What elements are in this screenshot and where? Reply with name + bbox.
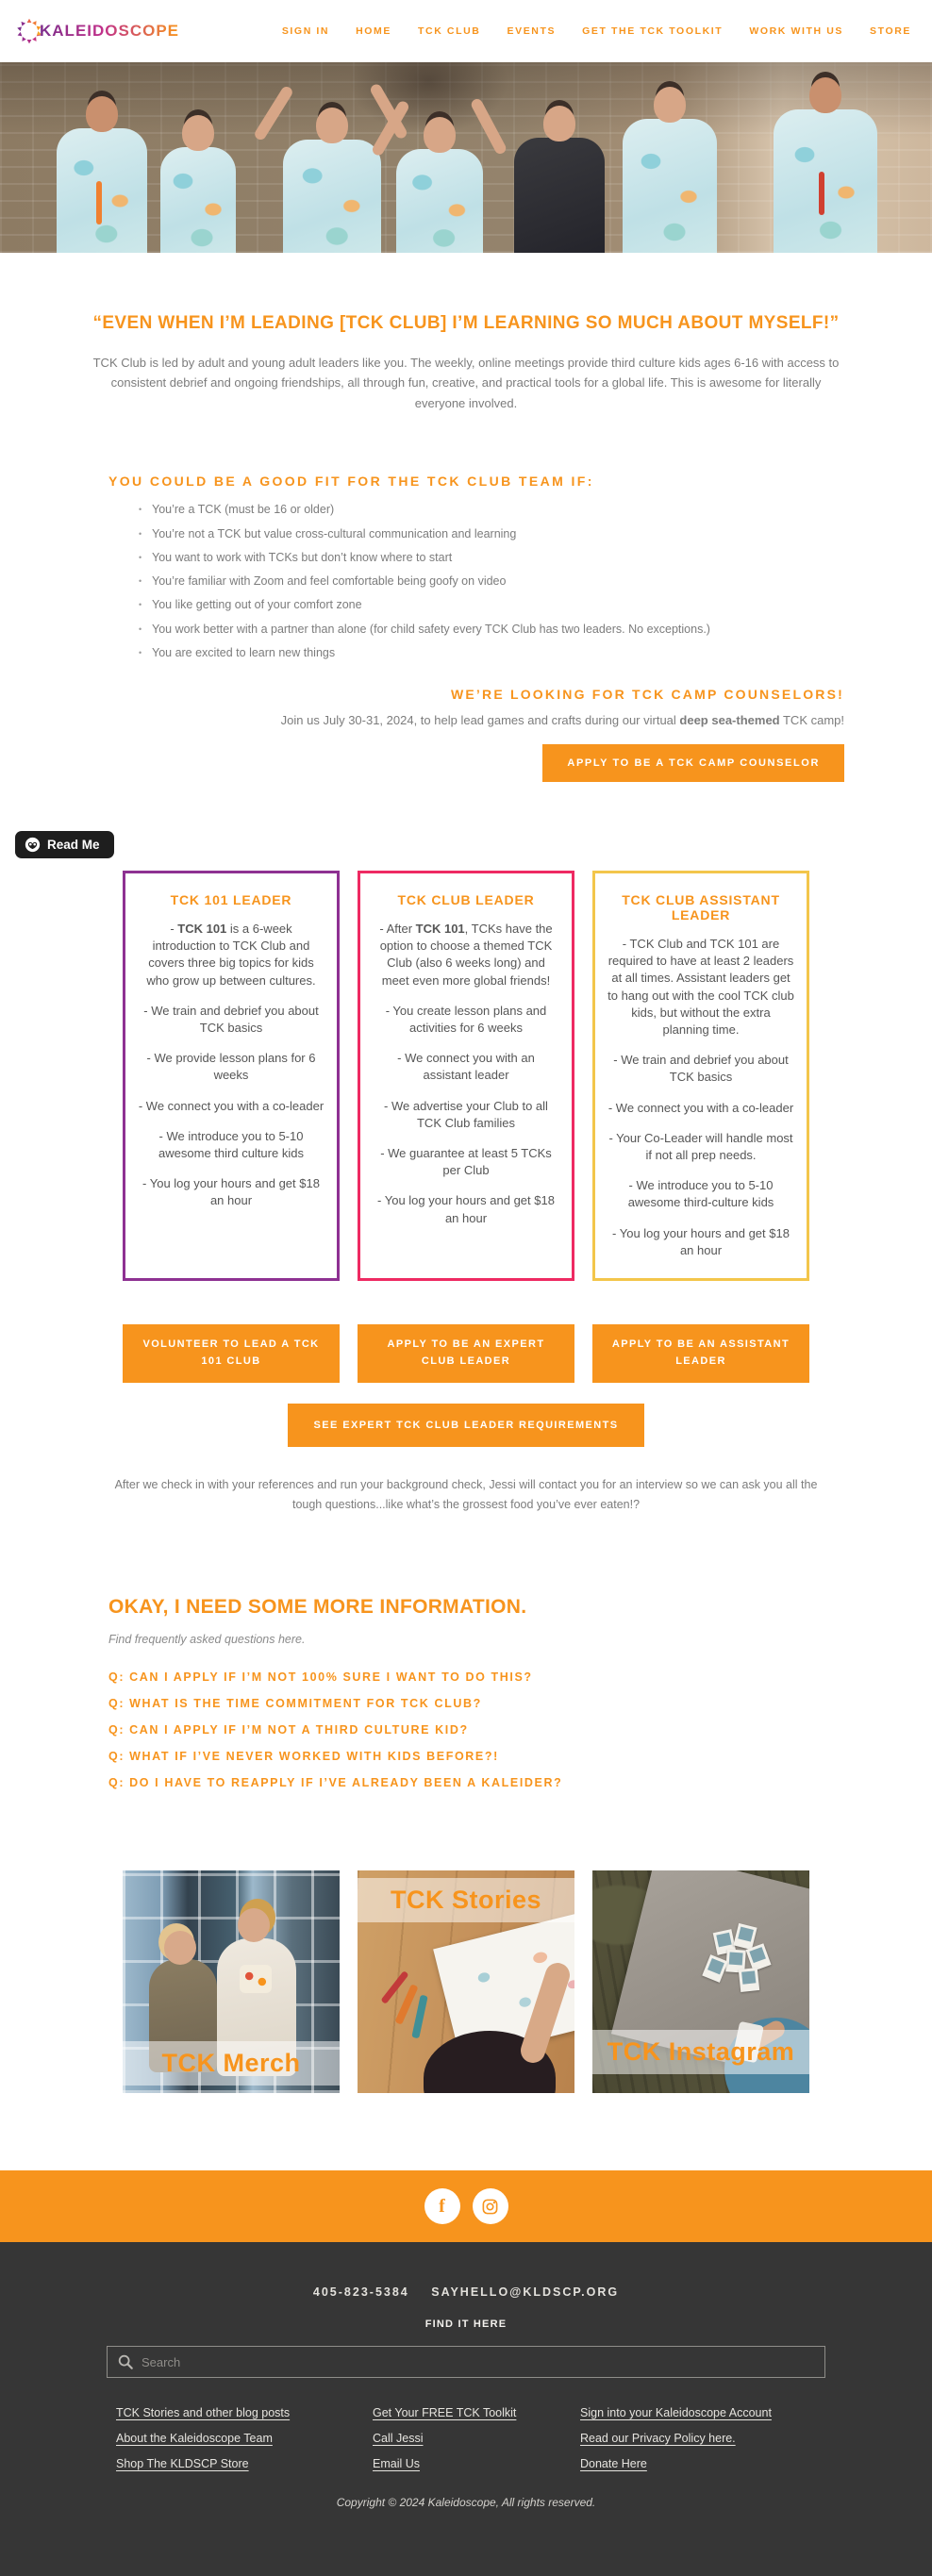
footer-links-col-3 — [580, 2406, 816, 2483]
apply-button[interactable]: APPLY TO BE AN ASSISTANT LEADER — [592, 1324, 809, 1383]
read-me-label: Read Me — [47, 838, 100, 852]
good-fit-bullet: • You’re familiar with Zoom and feel comfortable being goofy on video — [139, 573, 848, 589]
main-content — [84, 313, 848, 2093]
main-nav — [282, 25, 911, 37]
hero-person — [774, 109, 877, 253]
card-item: - TCK Club and TCK 101 are required to have at least 2 leaders at all times. Assistant leaders get to hang out with the cool TCK club kids, but without the extra planning time. — [607, 937, 794, 1037]
card-item: - You create lesson plans and activities for 6 weeks — [385, 1003, 547, 1035]
nav-link[interactable]: TCK CLUB — [418, 25, 481, 37]
good-fit-bullet: • You like getting out of your comfort zone — [139, 597, 848, 612]
testimonial-quote: “EVEN WHEN I’M LEADING [TCK CLUB] I’M LEARNING SO MUCH ABOUT MYSELF!” — [92, 313, 840, 333]
site-footer — [0, 2242, 932, 2576]
faq-question-link[interactable]: Q: DO I HAVE TO REAPPLY IF I’VE ALREADY BEEN A KALEIDER? — [108, 1776, 563, 1790]
card-title: TCK CLUB LEADER — [397, 892, 535, 908]
hero-person — [514, 138, 605, 253]
nav-link[interactable]: SIGN IN — [281, 25, 330, 37]
card-tck-101-leader — [123, 871, 340, 1281]
camp-text: Join us July 30-31, 2024, to help lead games and crafts during our virtual deep sea-themed TCK camp! — [280, 713, 844, 728]
footer-find-it-heading: FIND IT HERE — [424, 2318, 508, 2331]
apply-buttons-row — [123, 1324, 809, 1383]
card-item: - We introduce you to 5-10 awesome third-culture kids — [627, 1178, 774, 1210]
footer-link[interactable]: Get Your FREE TCK Toolkit — [373, 2406, 517, 2420]
hero-lanyard — [819, 172, 824, 215]
footer-links-col-2 — [373, 2406, 542, 2483]
kaleidoscope-logo[interactable] — [15, 17, 179, 45]
hero-person — [623, 119, 717, 253]
good-fit-bullet: • You are excited to learn new things — [139, 645, 848, 660]
footer-phone: 405-823-5384 — [312, 2285, 409, 2300]
card-item: - We train and debrief you about TCK basics — [143, 1003, 319, 1035]
card-title: TCK 101 LEADER — [170, 892, 292, 908]
social-band — [0, 2170, 932, 2242]
card-tck-club-leader — [358, 871, 574, 1281]
hero-photo — [0, 62, 932, 253]
good-fit-bullet: • You’re not a TCK but value cross-cultural communication and learning — [139, 526, 848, 541]
footer-link[interactable]: Donate Here — [580, 2457, 647, 2471]
nav-link[interactable]: EVENTS — [507, 25, 557, 37]
tile-art — [411, 1995, 427, 2039]
footer-link[interactable]: Sign into your Kaleidoscope Account — [580, 2406, 772, 2420]
faq-question-link[interactable]: Q: CAN I APPLY IF I’M NOT A THIRD CULTURE KID? — [108, 1723, 469, 1737]
card-item: - You log your hours and get $18 an hour — [142, 1176, 320, 1208]
card-item: - We guarantee at least 5 TCKs per Club — [380, 1145, 552, 1178]
read-me-widget[interactable] — [15, 831, 114, 858]
card-item: - We train and debrief you about TCK basics — [613, 1053, 789, 1085]
faq-question-link[interactable]: Q: WHAT IS THE TIME COMMITMENT FOR TCK CLUB? — [108, 1697, 482, 1711]
faq-question-link[interactable]: Q: WHAT IF I’VE NEVER WORKED WITH KIDS BEFORE?! — [108, 1750, 499, 1764]
see-requirements-button[interactable]: SEE EXPERT TCK CLUB LEADER REQUIREMENTS — [288, 1404, 645, 1447]
tile-tck-instagram[interactable] — [592, 1870, 809, 2093]
card-item: - You log your hours and get $18 an hour — [612, 1225, 790, 1257]
search-input[interactable] — [107, 2346, 825, 2378]
hero-person — [396, 149, 483, 253]
card-item: - We connect you with a co-leader — [607, 1100, 794, 1115]
card-item: - You log your hours and get $18 an hour — [377, 1193, 555, 1225]
good-fit-bullet: • You’re a TCK (must be 16 or older) — [139, 502, 848, 517]
hero-lanyard — [96, 181, 102, 224]
card-item: - We provide lesson plans for 6 weeks — [146, 1051, 316, 1083]
apply-camp-counselor-button[interactable]: APPLY TO BE A TCK CAMP COUNSELOR — [542, 744, 844, 782]
card-item: - After TCK 101, TCKs have the option to choose a themed TCK Club (also 6 weeks long) and meet even more global friends! — [379, 922, 553, 988]
nav-link[interactable]: GET THE TCK TOOLKIT — [582, 25, 724, 37]
card-title: TCK CLUB ASSISTANT LEADER — [622, 892, 780, 923]
logo-wordmark: KALEIDOSCOPE — [40, 22, 180, 40]
footer-link[interactable]: Shop The KLDSCP Store — [116, 2457, 249, 2471]
nav-link[interactable]: HOME — [356, 25, 392, 37]
camp-counselor-section — [84, 687, 848, 782]
tile-art — [739, 1968, 759, 1992]
footer-link[interactable]: Read our Privacy Policy here. — [580, 2432, 736, 2446]
faq-question-list — [84, 1670, 848, 1789]
card-item: - We advertise your Club to all TCK Club families — [384, 1098, 548, 1130]
faq-question-link[interactable]: Q: CAN I APPLY IF I’M NOT 100% SURE I WANT TO DO THIS? — [108, 1670, 533, 1685]
faq-heading: OKAY, I NEED SOME MORE INFORMATION. — [108, 1596, 527, 1619]
promo-tiles — [123, 1870, 809, 2093]
nav-link[interactable]: STORE — [870, 25, 911, 37]
footer-search — [107, 2346, 825, 2378]
good-fit-bullet: • You work better with a partner than alone (for child safety every TCK Club has two leaders. No exceptions.) — [139, 622, 848, 637]
footer-links-col-1 — [116, 2406, 335, 2483]
card-item: - We introduce you to 5-10 awesome third culture kids — [158, 1128, 304, 1160]
card-tck-club-assistant-leader — [592, 871, 809, 1281]
hero-person — [283, 140, 381, 253]
card-item: - We connect you with an assistant leader — [397, 1051, 535, 1083]
card-item: - Your Co-Leader will handle most if not all prep needs. — [608, 1130, 793, 1162]
footer-email[interactable]: SAYHELLO@KLDSCP.ORG — [431, 2285, 620, 2300]
good-fit-list — [84, 502, 848, 660]
footer-link[interactable]: About the Kaleidoscope Team — [116, 2432, 273, 2446]
tile-label-merch: TCK Merch — [123, 2041, 340, 2086]
footer-contact — [0, 2285, 932, 2299]
tile-tck-stories[interactable] — [358, 1870, 574, 2093]
hero-person — [160, 147, 236, 253]
facebook-icon[interactable]: f — [424, 2188, 460, 2224]
apply-button[interactable]: VOLUNTEER TO LEAD A TCK 101 CLUB — [123, 1324, 340, 1383]
hero-person — [57, 128, 147, 253]
tile-label-stories: TCK Stories — [358, 1878, 574, 1922]
footer-link[interactable]: Email Us — [373, 2457, 421, 2471]
background-check-note: After we check in with your references and run your background check, Jessi will contact you for an interview so we can ask you all the tough questions...like what’s the grossest food you’ve ever eaten!? — [114, 1477, 818, 1512]
search-icon — [117, 2353, 134, 2370]
copyright-text: Copyright © 2024 Kaleidoscope, All rights reserved. — [336, 2496, 596, 2510]
leader-cards — [123, 871, 809, 1281]
card-item: - We connect you with a co-leader — [138, 1098, 325, 1113]
footer-links — [0, 2406, 932, 2483]
tile-tck-merch[interactable] — [123, 1870, 340, 2093]
faq-subheading: Find frequently asked questions here. — [108, 1633, 306, 1647]
site-header — [0, 0, 932, 62]
footer-link[interactable]: Call Jessi — [373, 2432, 424, 2446]
read-me-owl-icon — [25, 837, 41, 853]
footer-link[interactable]: TCK Stories and other blog posts — [116, 2406, 291, 2420]
good-fit-bullet: • You want to work with TCKs but don’t know where to start — [139, 550, 848, 565]
card-item: - TCK 101 is a 6-week introduction to TCK Club and covers three big topics for kids who grow up between cultures. — [146, 922, 316, 988]
tile-label-instagram: TCK Instagram — [592, 2030, 809, 2074]
good-fit-heading: YOU COULD BE A GOOD FIT FOR THE TCK CLUB TEAM IF: — [108, 474, 594, 490]
apply-button[interactable]: APPLY TO BE AN EXPERT CLUB LEADER — [358, 1324, 574, 1383]
instagram-icon[interactable] — [473, 2188, 508, 2224]
see-requirements-wrap — [84, 1404, 848, 1447]
nav-link[interactable]: WORK WITH US — [749, 25, 844, 37]
intro-paragraph: TCK Club is led by adult and young adult leaders like you. The weekly, online meetings provide third culture kids ages 6-16 with access to consistent debrief and ongoing friendships, all through fun, creative, and practical tools for a global life. This is awesome for literally everyone involved. — [92, 356, 840, 410]
camp-heading: WE’RE LOOKING FOR TCK CAMP COUNSELORS! — [450, 687, 844, 703]
